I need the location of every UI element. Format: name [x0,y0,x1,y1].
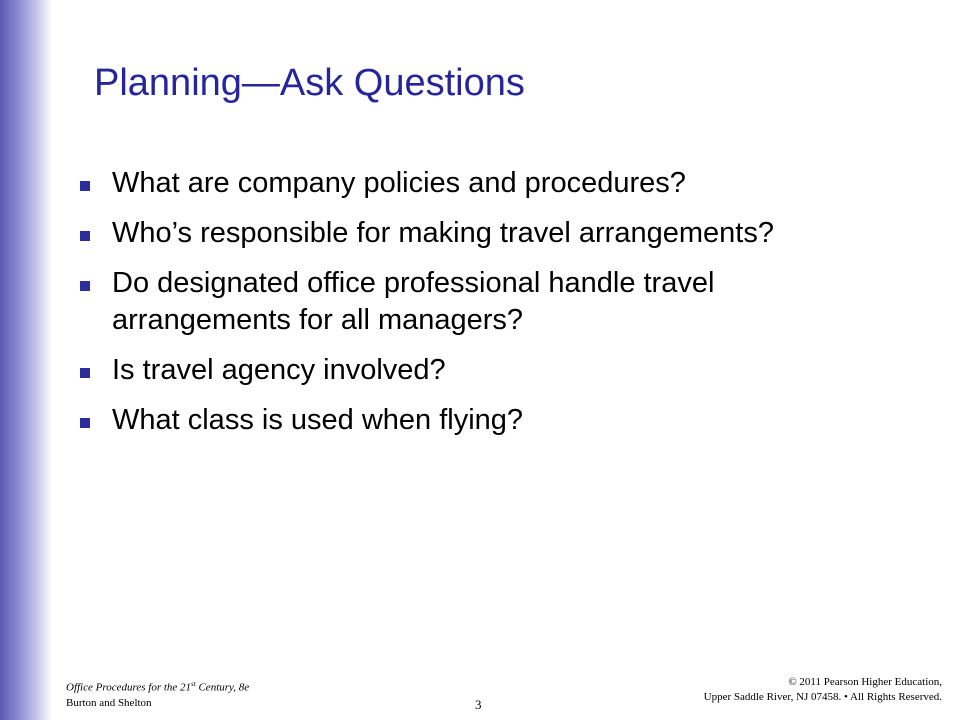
bullet-text: What are company policies and procedures? [112,167,686,199]
copyright-line-2: Upper Saddle River, NJ 07458. • All Rights Reserved. [703,691,942,703]
footer-copyright [704,675,942,705]
bullet-item [76,215,896,252]
bullet-item [76,402,896,439]
book-title-edition: Century, 8e [195,681,250,694]
bullet-text: What class is used when flying? [112,404,524,436]
bullet-item [76,165,896,202]
side-gradient-bar [0,0,52,720]
footer-book-info [66,677,249,711]
book-title-text: Office Procedures for the 21 [66,681,192,694]
copyright-line-1: © 2011 Pearson Higher Education, [788,676,942,688]
bullet-text: Who’s responsible for making travel arrangements? [112,217,774,249]
page-number: 3 [475,697,482,712]
bullet-list [76,165,896,452]
square-bullet-icon [80,181,90,191]
square-bullet-icon [80,368,90,378]
footer-book-title [66,677,249,696]
book-title-sup: st [191,680,196,688]
footer-authors: Burton and Shelton [66,696,152,709]
slide-title: Planning—Ask Questions [94,62,525,104]
bullet-item [76,265,896,339]
bullet-text: Is travel agency involved? [112,354,446,386]
bullet-text: Do designated office professional handle travel arrangements for all managers? [112,267,715,336]
square-bullet-icon [80,281,90,291]
bullet-item [76,352,896,389]
square-bullet-icon [80,231,90,241]
square-bullet-icon [80,418,90,428]
